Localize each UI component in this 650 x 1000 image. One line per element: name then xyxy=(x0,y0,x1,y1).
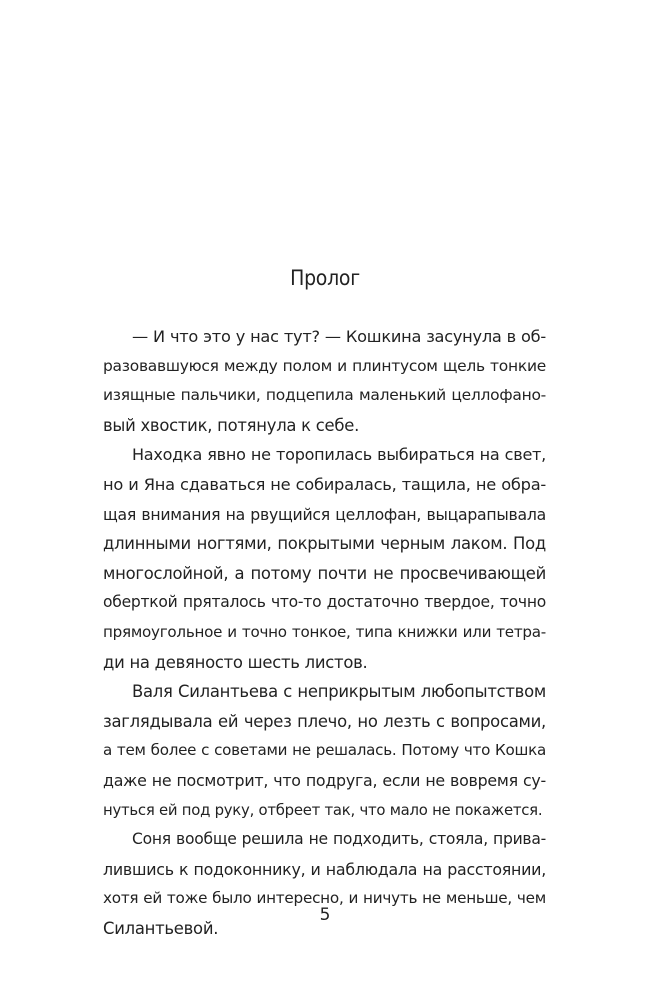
text-line: нуться ей под руку, отбреет так, что мало не покажется. xyxy=(103,800,543,819)
text-line: Валя Силантьева с неприкрытым любопытством xyxy=(132,682,546,702)
text-line: Находка явно не торопилась выбираться на свет, xyxy=(132,445,546,465)
text-line: разовавшуюся между полом и плинтусом щель тонкие xyxy=(103,356,546,375)
paragraph xyxy=(103,825,546,943)
text-line: многослойной, а потому почти не просвечивающей xyxy=(103,563,546,583)
text-line: длинными ногтями, покрытыми черным лаком. Под xyxy=(103,534,546,554)
text-line: Силантьевой. xyxy=(103,918,219,938)
text-line: а тем более с советами не решалась. Потому что Кошка xyxy=(103,741,546,760)
text-line: — И что это у нас тут? — Кошкина засунула в об- xyxy=(132,327,546,346)
text-line: заглядывала ей через плечо, но лезть с вопросами, xyxy=(103,711,546,731)
paragraph xyxy=(103,440,546,677)
text-line: ди на девяносто шесть листов. xyxy=(103,652,368,672)
paragraph xyxy=(103,677,546,825)
text-line: даже не посмотрит, что подруга, если не вовремя су- xyxy=(103,770,546,790)
text-line: щая внимания на рвущийся целлофан, выцарапывала xyxy=(103,504,546,524)
text-line: хотя ей тоже было интересно, и ничуть не меньше, чем xyxy=(103,889,546,908)
text-line: лившись к подоконнику, и наблюдала на расстоянии, xyxy=(103,859,546,879)
text-line: оберткой пряталось что-то достаточно твердое, точно xyxy=(103,593,546,612)
text-line: прямоугольное и точно тонкое, типа книжки или тетра- xyxy=(103,622,546,641)
text-line: Соня вообще решила не подходить, стояла, прива- xyxy=(132,830,546,849)
text-line: вый хвостик, потянула к себе. xyxy=(103,415,360,435)
body-text xyxy=(103,322,546,943)
paragraph xyxy=(103,322,546,440)
text-line: изящные пальчики, подцепила маленький целлофано- xyxy=(103,386,546,405)
page-number: 5 xyxy=(319,905,331,925)
text-line: но и Яна сдаваться не собиралась, тащила, не обра- xyxy=(103,474,546,494)
chapter-title: Пролог xyxy=(290,266,360,290)
